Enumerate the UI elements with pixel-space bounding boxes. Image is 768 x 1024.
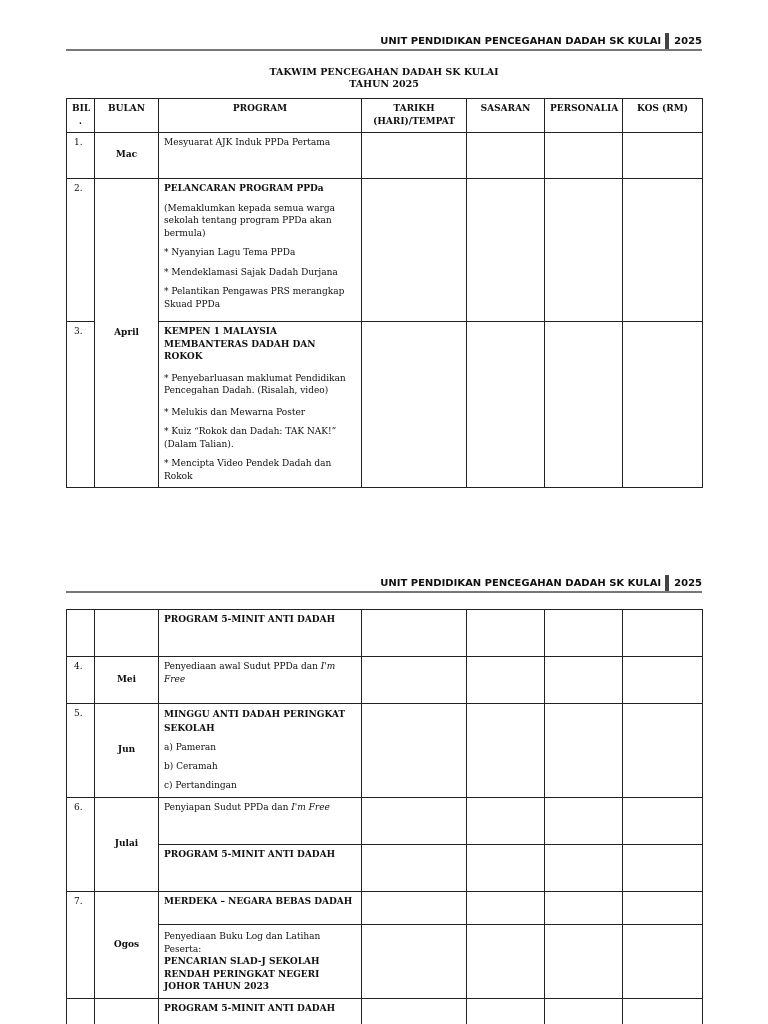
program-cell: PROGRAM 5-MINIT ANTI DADAH	[159, 998, 362, 1024]
program-cell: MERDEKA – NEGARA BEBAS DADAH	[159, 892, 362, 925]
program-cell: Penyediaan awal Sudut PPDa dan I'm Free	[159, 657, 362, 704]
program-cell: PROGRAM 5-MINIT ANTI DADAH	[159, 845, 362, 892]
table-row	[67, 892, 703, 925]
header-year: 2025	[674, 577, 702, 589]
program-line: Penyediaan Buku Log dan Latihan Peserta:	[164, 932, 321, 955]
month-cell: Jun	[95, 704, 159, 798]
program-heading: MINGGU ANTI DADAH PERINGKAT SEKOLAH	[164, 710, 346, 734]
program-item: * Nyanyian Lagu Tema PPDa	[164, 248, 296, 258]
row-number: 6.	[67, 798, 95, 892]
col-sasaran: SASARAN	[467, 99, 545, 133]
program-item: b) Ceramah	[164, 762, 218, 772]
program-item: a) Pameran	[164, 743, 217, 753]
program-cell: PROGRAM 5-MINIT ANTI DADAH	[159, 610, 362, 657]
program-description: (Memaklumkan kepada semua warga sekolah tentang program PPDa akan bermula)	[164, 203, 335, 239]
col-program: PROGRAM	[159, 99, 362, 133]
schedule-table-page-1	[66, 98, 703, 488]
table-row	[67, 704, 703, 798]
program-item: * Melukis dan Mewarna Poster	[164, 407, 306, 418]
program-item: * Penyebarluasan maklumat Pendidikan Pencegahan Dadah. (Risalah, video)	[164, 373, 346, 396]
program-cell	[159, 704, 362, 798]
header-divider	[665, 575, 669, 591]
row-number: 2.	[67, 179, 95, 322]
table-row	[67, 845, 703, 892]
program-cell	[159, 179, 362, 322]
program-cell: Mesyuarat AJK Induk PPDa Pertama	[159, 133, 362, 179]
table-row	[67, 925, 703, 999]
col-kos: KOS (RM)	[623, 99, 703, 133]
program-cell: Penyiapan Sudut PPDa dan I'm Free	[159, 798, 362, 845]
row-number: 3.	[67, 322, 95, 488]
program-item: * Mencipta Video Pendek Dadah dan Rokok	[164, 459, 332, 482]
month-cell: Mac	[95, 133, 159, 179]
program-cell	[159, 925, 362, 999]
header-divider	[665, 33, 669, 49]
header-org: UNIT PENDIDIKAN PENCEGAHAN DADAH SK KULAI	[380, 577, 662, 589]
table-header-row	[67, 99, 703, 133]
col-bulan: BULAN	[95, 99, 159, 133]
row-number: 4.	[67, 657, 95, 704]
schedule-table-page-2	[66, 609, 703, 1024]
program-heading: KEMPEN 1 MALAYSIA MEMBANTERAS DADAH DAN ROKOK	[164, 327, 316, 362]
row-number: 5.	[67, 704, 95, 798]
header-org: UNIT PENDIDIKAN PENCEGAHAN DADAH SK KULAI	[380, 35, 662, 47]
row-number: 7.	[67, 892, 95, 999]
program-item: * Mendeklamasi Sajak Dadah Durjana	[164, 267, 338, 278]
col-bil: BIL .	[67, 99, 95, 133]
document-title	[66, 67, 702, 91]
program-item: * Kuiz “Rokok dan Dadah: TAK NAK!” (Dalam Talian).	[164, 427, 337, 450]
title-line-1: TAKWIM PENCEGAHAN DADAH SK KULAI	[269, 67, 499, 78]
program-heading: PELANCARAN PROGRAM PPDa	[164, 184, 324, 194]
col-personalia: PERSONALIA	[545, 99, 623, 133]
program-item: c) Pertandingan	[164, 781, 237, 791]
row-number: 1.	[67, 133, 95, 179]
table-row	[67, 179, 703, 322]
month-cell: Mei	[95, 657, 159, 704]
table-row	[67, 998, 703, 1024]
table-row	[67, 610, 703, 657]
table-row	[67, 322, 703, 488]
month-cell: Julai	[95, 798, 159, 892]
program-cell	[159, 322, 362, 488]
col-tarikh: TARIKH (HARI)/TEMPAT	[362, 99, 467, 133]
header-year: 2025	[674, 35, 702, 47]
header-rule	[66, 591, 702, 593]
program-item: * Pelantikan Pengawas PRS merangkap Skuad PPDa	[164, 287, 345, 310]
header-rule	[66, 49, 702, 51]
table-row	[67, 798, 703, 845]
table-row	[67, 133, 703, 179]
month-cell: Ogos	[95, 892, 159, 999]
table-row	[67, 657, 703, 704]
month-cell: April	[95, 179, 159, 488]
title-line-2: TAHUN 2025	[349, 79, 419, 90]
program-heading: PENCARIAN SLAD-J SEKOLAH RENDAH PERINGKAT NEGERI JOHOR TAHUN 2023	[164, 957, 320, 992]
